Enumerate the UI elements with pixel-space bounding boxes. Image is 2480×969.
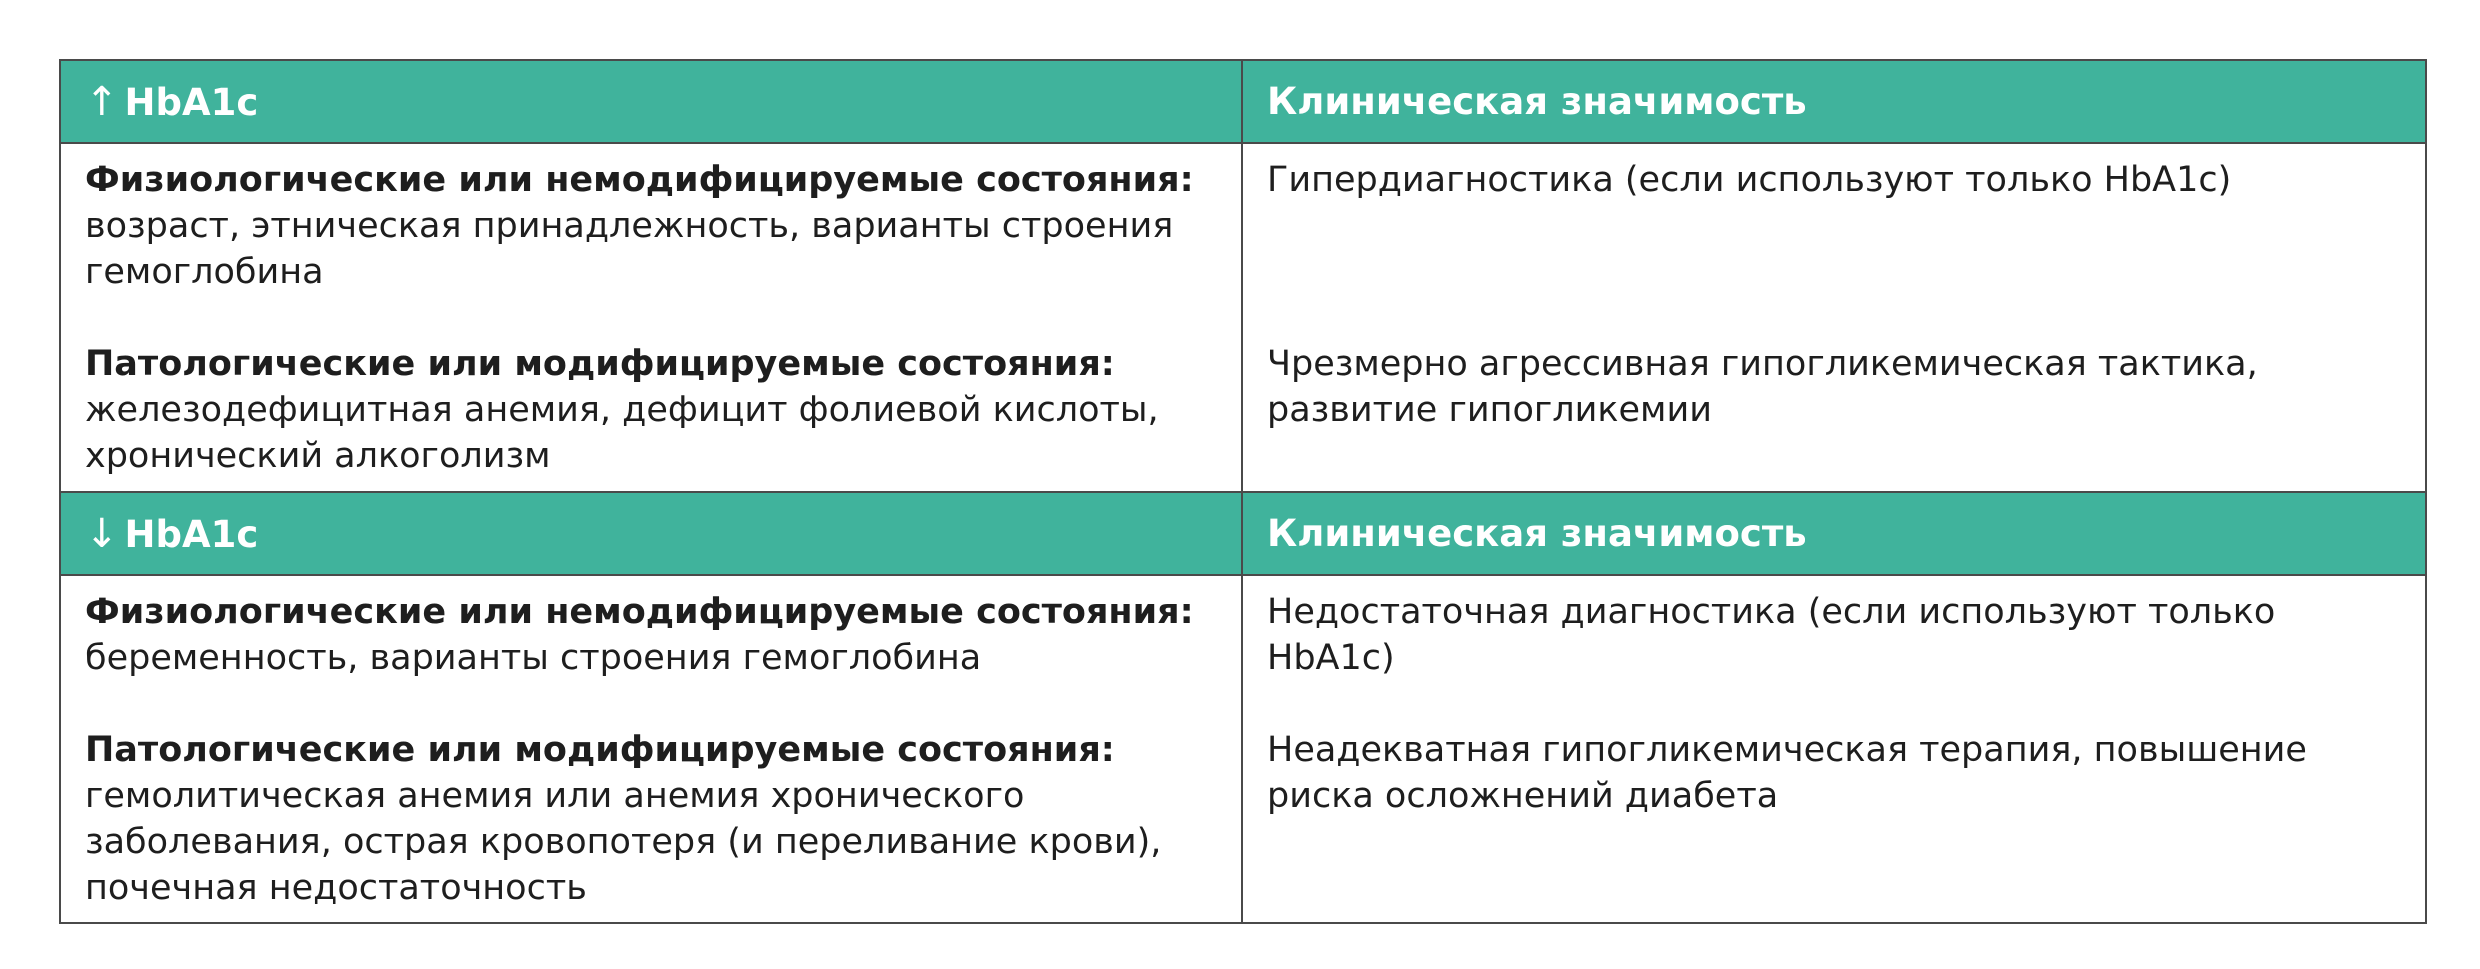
pathological-significance: Чрезмерно агрессивная гипогликемическая тактика, развитие гипогликемии (1267, 344, 2258, 430)
physiological-significance-block (1267, 157, 2401, 341)
hba1c-table (59, 59, 2427, 924)
arrow-up-icon: ↑ (85, 78, 119, 125)
pathological-block (85, 727, 1217, 911)
pathological-title: Патологические или модифицируемые состояния: (85, 344, 1115, 384)
physiological-significance: Гипердиагностика (если используют только HbA1c) (1267, 160, 2232, 200)
header-cell-significance (1242, 492, 2426, 575)
physiological-title: Физиологические или немодифицируемые состояния: (85, 160, 1194, 200)
significance-cell (1242, 575, 2426, 923)
header-cell-marker (60, 60, 1242, 143)
section-header-decreased (60, 492, 2426, 575)
header-significance-label: Клиническая значимость (1267, 80, 1807, 123)
section-body-increased (60, 143, 2426, 492)
physiological-title: Физиологические или немодифицируемые состояния: (85, 592, 1194, 632)
significance-cell (1242, 143, 2426, 492)
header-marker-label: HbA1c (124, 80, 259, 124)
pathological-significance-block (1267, 341, 2401, 433)
pathological-significance-block (1267, 727, 2401, 819)
physiological-significance: Недостаточная диагностика (если используют только HbA1c) (1267, 592, 2276, 678)
section-body-decreased (60, 575, 2426, 923)
header-cell-marker (60, 492, 1242, 575)
conditions-cell (60, 143, 1242, 492)
physiological-text: возраст, этническая принадлежность, варианты строения гемоглобина (85, 206, 1174, 292)
arrow-down-icon: ↓ (85, 510, 119, 557)
physiological-block (85, 589, 1217, 681)
pathological-title: Патологические или модифицируемые состояния: (85, 730, 1115, 770)
physiological-text: беременность, варианты строения гемоглобина (85, 638, 982, 678)
physiological-significance-block (1267, 589, 2401, 727)
pathological-text: гемолитическая анемия или анемия хронического заболевания, острая кровопотеря (и переливание крови), почечная недостаточность (85, 776, 1162, 908)
header-cell-significance (1242, 60, 2426, 143)
section-header-increased (60, 60, 2426, 143)
pathological-significance: Неадекватная гипогликемическая терапия, повышение риска осложнений диабета (1267, 730, 2307, 816)
pathological-block (85, 341, 1217, 479)
header-significance-label: Клиническая значимость (1267, 512, 1807, 555)
header-marker-label: HbA1c (124, 512, 259, 556)
conditions-cell (60, 575, 1242, 923)
pathological-text: железодефицитная анемия, дефицит фолиевой кислоты, хронический алкоголизм (85, 390, 1159, 476)
physiological-block (85, 157, 1217, 295)
